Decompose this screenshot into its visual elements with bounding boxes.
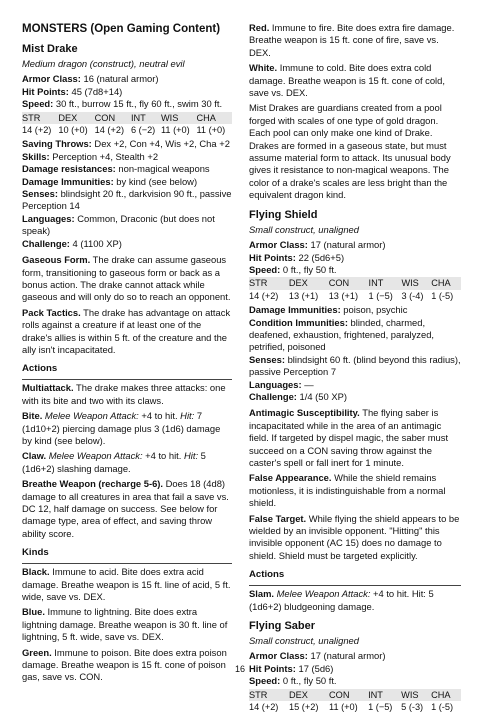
flying-shield-ability-table xyxy=(249,277,461,302)
flying-saber-hp: Hit Points: 17 (5d6) xyxy=(249,662,334,674)
flying-shield-senses: Senses: blindsight 60 ft. (blind beyond this radius), passive Perception 7 xyxy=(249,353,461,378)
mist-drake-kinds-heading: Kinds xyxy=(22,547,49,559)
mist-drake-pack-tactics: Pack Tactics. The drake has advantage on attack rolls against a creature if at least one of the drake's allies is within 5 ft. of the creature and the ally isn't incapacitated. xyxy=(22,306,231,355)
mist-drake-challenge: Challenge: 4 (1100 XP) xyxy=(22,237,122,249)
abil-header: CHA xyxy=(431,277,461,289)
flying-shield-hp: Hit Points: 22 (5d6+5) xyxy=(249,251,345,263)
abil-header: WIS xyxy=(401,277,431,289)
flying-shield-languages: Languages: — xyxy=(249,378,314,390)
flying-shield-false-appearance: False Appearance. While the shield remains motionless, it is indistinguishable from a normal shield. xyxy=(249,472,446,509)
abil-header: CHA xyxy=(196,112,232,124)
abil-header: DEX xyxy=(58,112,94,124)
abil-value: 14 (+2) xyxy=(94,125,125,136)
kind-red: Red. Immune to fire. Bite does extra fire damage. Breathe weapon is 15 ft. cone of fire, save vs. DEX. xyxy=(249,22,455,58)
abil-value: 14 (+2) xyxy=(249,702,279,713)
flying-saber-speed: Speed: 0 ft., fly 50 ft. xyxy=(249,675,337,687)
divider xyxy=(249,585,461,586)
kind-black: Black. Immune to acid. Bite does extra acid damage. Breathe weapon is 15 ft. line of acid, 5 ft. wide, save vs. DEX. xyxy=(22,566,231,603)
flying-shield-actions-heading: Actions xyxy=(249,569,285,581)
mist-drake-hp: Hit Points: 45 (7d8+14) xyxy=(22,85,123,97)
mist-drake-multiattack: Multiattack. The drake makes three attacks: one with its bite and two with its claws. xyxy=(22,382,226,406)
mist-drake-damage-resistances: Damage resistances: non-magical weapons xyxy=(22,163,210,175)
abil-header: CON xyxy=(329,689,368,701)
abil-header: CON xyxy=(329,277,369,289)
mist-drake-damage-immunities: Damage Immunities: by kind (see below) xyxy=(22,175,198,187)
abil-header: CHA xyxy=(431,689,461,701)
abil-value: 11 (+0) xyxy=(196,125,226,136)
mist-drake-type: Medium dragon (construct), neutral evil xyxy=(22,58,185,69)
section-heading: MONSTERS (Open Gaming Content) xyxy=(22,23,221,35)
abil-header: INT xyxy=(131,112,161,124)
left-column xyxy=(22,22,232,687)
abil-value: 13 (+1) xyxy=(328,290,359,301)
abil-header: INT xyxy=(369,277,402,289)
flying-shield-damage-immunities: Damage Immunities: poison, psychic xyxy=(249,304,408,316)
mist-drake-actions-heading: Actions xyxy=(22,363,58,375)
flying-shield-slam: Slam. Melee Weapon Attack: +4 to hit. Hit: 5 (1d6+2) bludgeoning damage. xyxy=(249,588,434,612)
flying-shield-false-target: False Target. While flying the shield appears to be wielded by an invisible opponent. "Hitting" this invisible opponent (AC 15) does no damage to shield. Shield must be targeted explicitly. xyxy=(249,512,460,561)
abil-value: 11 (+0) xyxy=(161,125,190,136)
mist-drake-speed: Speed: 30 ft., burrow 15 ft., fly 60 ft., swim 30 ft. xyxy=(22,98,223,110)
flying-shield-challenge: Challenge: 1/4 (50 XP) xyxy=(249,390,347,402)
flying-shield-type: Small construct, unaligned xyxy=(249,223,359,235)
mist-drake-breath-weapon: Breathe Weapon (recharge 5-6). Does 18 (4d8) damage to all creatures in area that fail a save vs. DC 12, half damage on success. See below for damage type, area of effect, and saving throw ability score. xyxy=(22,478,229,539)
divider xyxy=(22,379,232,380)
abil-value: 15 (+2) xyxy=(289,702,319,713)
mist-drake-ability-table xyxy=(22,112,232,137)
flying-shield-name: Flying Shield xyxy=(249,208,318,221)
mist-drake-skills: Skills: Perception +4, Stealth +2 xyxy=(22,150,159,162)
right-column xyxy=(249,22,461,716)
mist-drake-saves: Saving Throws: Dex +2, Con +4, Wis +2, Cha +2 xyxy=(22,138,230,150)
abil-value: 13 (+1) xyxy=(288,290,319,301)
divider xyxy=(22,563,232,564)
flying-shield-antimagic: Antimagic Susceptibility. The flying saber is incapacitated while in the area of an antimagic field. If targeted by dispel magic, the saber must succeed on a CON saving throw against the caster's spell or fall inert for 1 minute. xyxy=(249,407,449,468)
flying-shield-condition-immunities: Condition Immunities: blinded, charmed, deafened, exhaustion, frightened, paralyzed, petrified, poisoned xyxy=(249,316,435,353)
abil-header: INT xyxy=(368,689,401,701)
abil-header: WIS xyxy=(161,112,196,124)
abil-value: 3 (-4) xyxy=(401,290,424,301)
flying-saber-ability-table xyxy=(249,689,461,714)
abil-value: 10 (+0) xyxy=(58,125,88,136)
abil-header: DEX xyxy=(289,277,329,289)
mist-drake-claw: Claw. Melee Weapon Attack: +4 to hit. Hit: 5 (1d6+2) slashing damage. xyxy=(22,450,206,474)
mist-drake-languages: Languages: Common, Draconic (but does not speak) xyxy=(22,212,215,237)
abil-value: 1 (−5) xyxy=(368,702,393,713)
mist-drake-gaseous-form: Gaseous Form. The drake can assume gaseous form, transitioning to gaseous form or back as a bonus action. The drake cannot attack while gaseous and will only do so to reach an opponent. xyxy=(22,254,231,303)
abil-value: 14 (+2) xyxy=(22,125,52,136)
mist-drake-ac: Armor Class: 16 (natural armor) xyxy=(22,73,159,85)
abil-value: 6 (−2) xyxy=(130,125,156,136)
abil-header: WIS xyxy=(401,689,431,701)
flying-shield-speed: Speed: 0 ft., fly 50 ft. xyxy=(249,263,337,275)
kind-green: Green. Immune to poison. Bite does extra poison damage. Breathe weapon is 15 ft. cone of poison gas, save vs. CON. xyxy=(22,646,227,683)
kind-white: White. Immune to cold. Bite does extra cold damage. Breathe weapon is 15 ft. cone of cold, save vs. DEX. xyxy=(249,62,445,99)
flying-shield-ac: Armor Class: 17 (natural armor) xyxy=(249,239,386,251)
abil-value: 1 (−5) xyxy=(368,290,393,301)
mist-drake-name: Mist Drake xyxy=(22,43,78,55)
abil-header: CON xyxy=(95,112,131,124)
abil-header: STR xyxy=(249,277,289,289)
flying-saber-ac: Armor Class: 17 (natural armor) xyxy=(249,650,386,662)
mist-drake-senses: Senses: blindsight 20 ft., darkvision 90 ft., passive Perception 14 xyxy=(22,188,232,212)
page-number: 16 xyxy=(234,664,245,674)
abil-value: 5 (-3) xyxy=(401,702,424,713)
abil-value: 11 (+0) xyxy=(329,702,358,713)
abil-header: STR xyxy=(22,112,58,124)
abil-value: 1 (-5) xyxy=(431,702,454,713)
abil-header: DEX xyxy=(289,689,329,701)
kind-blue: Blue. Immune to lightning. Bite does extra lightning damage. Breathe weapon is 30 ft. line of lightning, 5 ft. wide, save vs. DEX. xyxy=(22,606,228,643)
abil-value: 1 (-5) xyxy=(431,290,454,301)
mist-drake-lore: Mist Drakes are guardians created from a pool forged with scales of one type of gold dragon. Each pool can only make one kind of Drake. Drakes are formed in a gaseous state, but must assume material form to attack. Its unusual body gives it resistance to non-magical weapons. The color of a drake's scales are less bright than the equivalent dragon kind. xyxy=(249,102,451,201)
flying-saber-name: Flying Saber xyxy=(249,620,316,633)
flying-saber-type: Small construct, unaligned xyxy=(249,635,359,647)
abil-value: 14 (+2) xyxy=(249,290,279,301)
mist-drake-bite: Bite. Melee Weapon Attack: +4 to hit. Hit: 7 (1d10+2) piercing damage plus 3 (1d6) damage by kind (see below). xyxy=(22,410,221,446)
abil-header: STR xyxy=(249,689,289,701)
